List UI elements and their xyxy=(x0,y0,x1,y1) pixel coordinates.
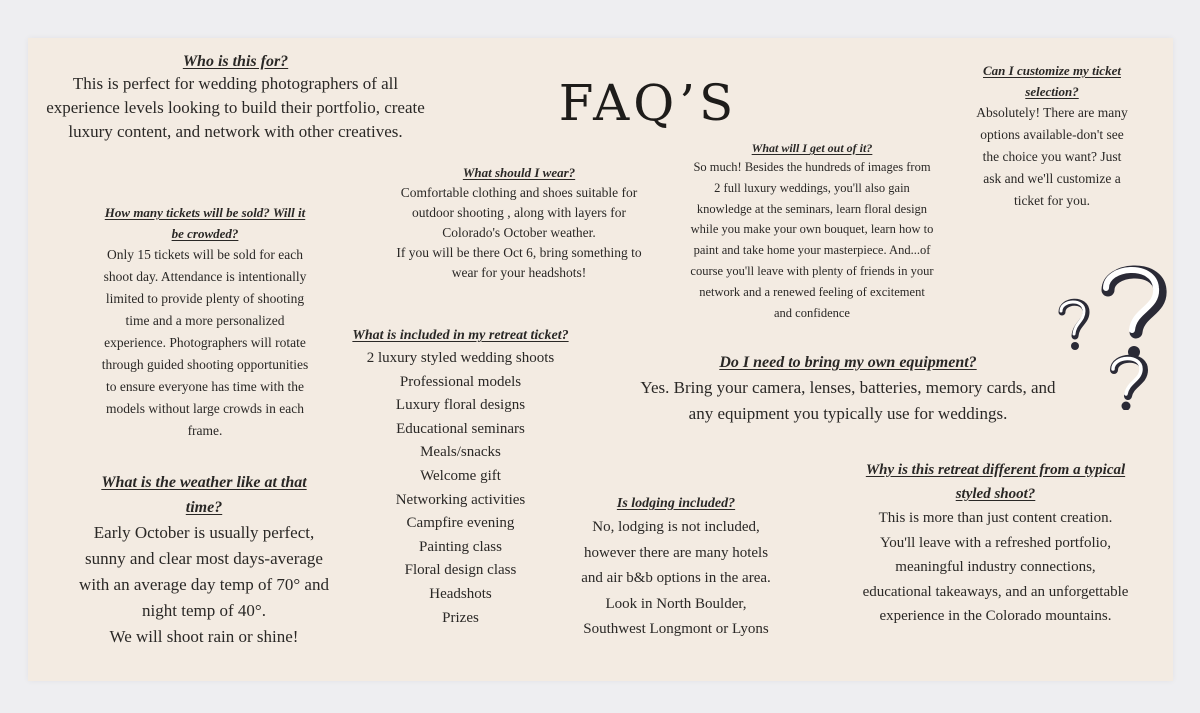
question-line: Why is this retreat different from a typical xyxy=(865,462,1126,478)
faq-lodging xyxy=(556,493,796,643)
answer-line: however there are many hotels xyxy=(583,544,769,561)
faq-customize-question xyxy=(948,60,1156,102)
answer-line: to ensure everyone has time with the xyxy=(106,379,304,394)
answer-line: while you make your own bouquet, learn how to xyxy=(690,222,934,237)
list-item: 2 luxury styled wedding shoots xyxy=(366,350,555,366)
answer-line: limited to provide plenty of shooting xyxy=(105,291,305,306)
faq-who-question: Who is this for? xyxy=(182,53,289,70)
answer-line: shoot day. Attendance is intentionally xyxy=(103,269,307,284)
answer-line: You'll leave with a refreshed portfolio, xyxy=(879,534,1112,551)
faq-wear-answer xyxy=(374,183,664,283)
answer-line: and confidence xyxy=(773,305,850,320)
list-item: Luxury floral designs xyxy=(395,397,526,414)
faq-wear xyxy=(374,163,664,283)
answer-line: ask and we'll customize a xyxy=(983,171,1121,186)
answer-line: models without large crowds in each xyxy=(105,401,305,416)
list-item: Networking activities xyxy=(395,491,526,508)
answer-line: This is more than just content creation. xyxy=(878,510,1113,526)
faq-lodging-question: Is lodging included? xyxy=(616,496,736,511)
answer-line: Absolutely! There are many xyxy=(976,105,1128,120)
faq-who-answer xyxy=(28,72,443,144)
faq-different-answer xyxy=(828,506,1163,629)
question-line: time? xyxy=(185,499,223,516)
answer-line: We will shoot rain or shine! xyxy=(109,627,299,646)
answer-line: Look in North Boulder, xyxy=(605,595,747,612)
faq-tickets-answer xyxy=(75,244,335,442)
faq-outof-answer xyxy=(666,157,958,323)
question-line: be crowded? xyxy=(171,226,239,241)
question-line: selection? xyxy=(1025,84,1079,99)
faq-customize xyxy=(948,60,1156,212)
answer-line: time and a more personalized xyxy=(125,313,285,328)
list-item: Campfire evening xyxy=(406,515,515,532)
faq-equipment xyxy=(613,351,1083,427)
answer-line: Colorado's October weather. xyxy=(442,225,596,240)
faq-included-question: What is included in my retreat ticket? xyxy=(352,328,569,343)
list-item: Headshots xyxy=(429,585,492,602)
faq-outof xyxy=(666,139,958,323)
list-item: Prizes xyxy=(442,609,479,626)
answer-line: No, lodging is not included, xyxy=(592,519,760,535)
faq-card xyxy=(28,38,1173,681)
faq-different xyxy=(828,458,1163,629)
answer-line: with an average day temp of 70° and xyxy=(79,575,329,594)
faq-outof-question: What will I get out of it? xyxy=(751,141,873,155)
list-item: Meals/snacks xyxy=(420,444,501,461)
faq-different-question xyxy=(828,458,1163,506)
faq-included xyxy=(328,325,593,630)
answer-line: and air b&b options in the area. xyxy=(581,570,771,586)
answer-line: course you'll leave with plenty of friends in your xyxy=(690,263,934,278)
faq-weather-question xyxy=(70,470,338,520)
answer-line: ticket for you. xyxy=(1013,193,1091,208)
faq-who xyxy=(28,52,443,144)
answer-line: night temp of 40°. xyxy=(142,601,266,620)
answer-line: 2 full luxury weddings, you'll also gain xyxy=(714,180,910,195)
faq-lodging-answer xyxy=(556,515,796,643)
answer-line: the choice you want? Just xyxy=(982,149,1122,164)
answer-line: wear for your headshots! xyxy=(451,265,587,280)
answer-line: experience levels looking to build their portfolio, create xyxy=(46,98,425,117)
faq-tickets-question xyxy=(75,202,335,244)
answer-line: any equipment you typically use for weddings. xyxy=(688,404,1008,423)
list-item: Floral design class xyxy=(404,562,517,579)
answer-line: through guided shooting opportunities xyxy=(101,357,309,372)
list-item: Welcome gift xyxy=(420,467,501,484)
answer-line: paint and take home your masterpiece. And...of xyxy=(693,243,931,258)
list-item: Painting class xyxy=(419,538,502,555)
faq-tickets xyxy=(75,202,335,442)
answer-line: luxury content, and network with other creatives. xyxy=(68,122,403,141)
answer-line: meaningful industry connections, xyxy=(895,559,1096,575)
faq-customize-answer xyxy=(948,102,1156,212)
faq-weather-answer xyxy=(70,520,338,650)
answer-line: experience in the Colorado mountains. xyxy=(879,608,1112,624)
answer-line: educational takeaways, and an unforgettable xyxy=(862,583,1129,600)
faq-weather xyxy=(70,470,338,650)
question-line: styled shoot? xyxy=(955,486,1036,502)
list-item: Educational seminars xyxy=(396,420,525,437)
answer-line: experience. Photographers will rotate xyxy=(104,335,306,350)
list-item: Professional models xyxy=(399,373,522,390)
answer-line: Only 15 tickets will be sold for each xyxy=(106,247,304,262)
answer-line: Early October is usually perfect, xyxy=(93,523,315,542)
answer-line: options available-don't see xyxy=(980,127,1124,142)
question-line: How many tickets will be sold? Will it xyxy=(104,205,306,220)
faq-wear-question: What should I wear? xyxy=(462,165,576,180)
answer-line: If you will be there Oct 6, bring something to xyxy=(396,245,642,260)
answer-line: Comfortable clothing and shoes suitable for xyxy=(400,185,638,200)
faq-equipment-question: Do I need to bring my own equipment? xyxy=(719,354,977,371)
answer-line: Southwest Longmont or Lyons xyxy=(583,621,769,637)
answer-line: sunny and clear most days-average xyxy=(85,549,323,568)
faq-equipment-answer xyxy=(613,375,1083,427)
answer-line: This is perfect for wedding photographers of all xyxy=(72,74,399,93)
answer-line: Yes. Bring your camera, lenses, batteries, memory cards, and xyxy=(640,378,1056,397)
question-line: What is the weather like at that xyxy=(101,474,307,491)
answer-line: So much! Besides the hundreds of images from xyxy=(693,160,931,174)
page-title: FAQ’S xyxy=(558,74,738,132)
faq-included-list xyxy=(328,347,593,630)
answer-line: frame. xyxy=(187,423,223,438)
answer-line: knowledge at the seminars, learn floral design xyxy=(696,201,928,216)
question-line: Can I customize my ticket xyxy=(983,63,1121,78)
answer-line: network and a renewed feeling of excitement xyxy=(699,284,925,299)
answer-line: outdoor shooting , along with layers for xyxy=(411,205,627,220)
